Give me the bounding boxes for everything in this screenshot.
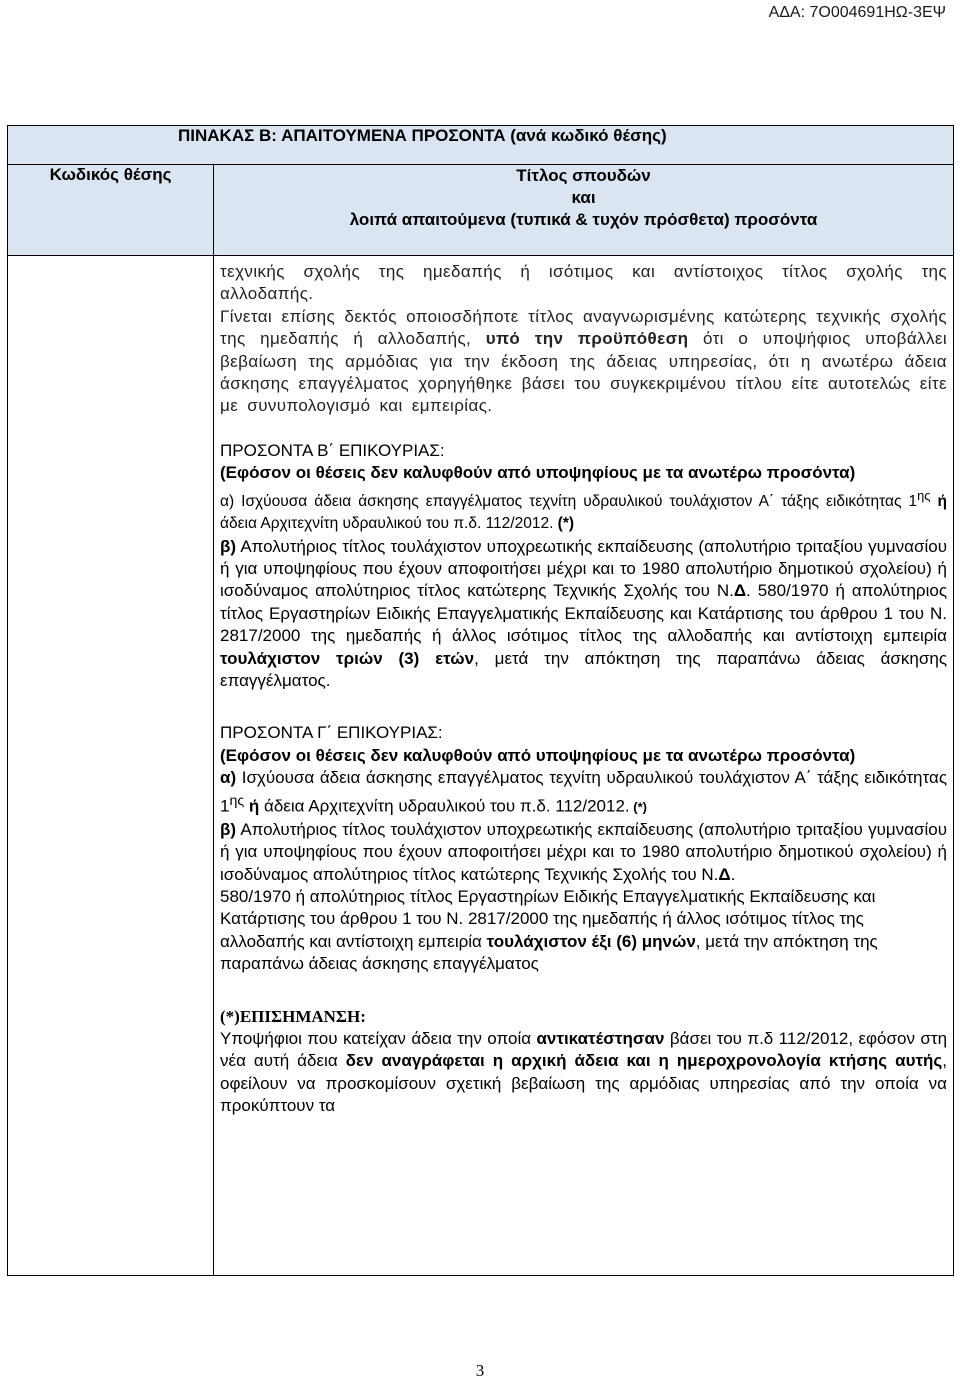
emphasis: υπό την προϋπόθεση [485,329,689,349]
column-header-title-line2: και [571,188,596,207]
section-b-heading: ΠΡΟΣΟΝΤΑ Β΄ ΕΠΙΚΟΥΡΙΑΣ: [220,440,445,460]
table-title: ΠΙΝΑΚΑΣ Β: ΑΠΑΙΤΟΥΜΕΝΑ ΠΡΟΣΟΝΤΑ (ανά κωδικό θέσης) [178,126,667,145]
requirements-cell [214,256,954,1276]
superscript: ης [917,487,931,503]
requirements-table [7,125,954,1276]
paragraph-recognized-title [220,306,947,418]
page-number: 3 [475,1361,485,1380]
column-header-code: Κωδικός θέσης [49,165,172,184]
code-cell [8,256,214,1276]
section-c-item-b: β) Απολυτήριος τίτλος τουλάχιστον υποχρεωτικής εκπαίδευσης (απολυτήριο τριταξίου γυμνασίου ή για υποψηφίους που έχουν αποφοιτήσει μέχρι και το 1980 απολυτήριο δημοτικού σχολείου) ή ισοδύναμος απολύτηριος τίτλος κατώτερης Τεχνικής Σχολής του Ν.Δ. [220,819,948,884]
section-b-subheading: (Εφόσον οι θέσεις δεν καλυφθούν από υποψηφίους με τα ανωτέρω προσόντα) [220,463,856,483]
superscript: ης [229,792,245,809]
section-c-item-b-cont: 580/1970 ή απολύτηριος τίτλος Εργαστηρίων Ειδικής Επαγγελματικής Εκπαίδευσης και Κατάρτισης του άρθρου 1 του Ν. 2817/2000 της ημεδαπής ή άλλος ισότιμος τίτλος της αλλοδαπής και αντίστοιχη εμπειρία τουλάχιστον έξι (6) μηνών, μετά την απόκτηση της παραπάνω άδειας άσκησης επαγγέλματος [220,886,878,974]
section-c-item-a: α) Ισχύουσα άδεια άσκησης επαγγέλματος τεχνίτη υδραυλικού τουλάχιστον Α΄ τάξης ειδικότητας $1^{\eta\varsigma}$ ή άδεια Αρχιτεχνίτη υδραυλικού του π.δ. 112/2012. (*) [220,768,948,816]
column-header-title-line3: λοιπά απαιτούμενα (τυπικά & τυχόν πρόσθετα) προσόντα [349,210,818,229]
note-text: Υποψήφιοι που κατείχαν άδεια την οποία αντικατέστησαν βάσει του π.δ 112/2012, εφόσον στη νέα αυτή άδεια δεν αναγράφεται η αρχική άδεια και η ημεροχρονολογία κτήσης αυτής, οφείλουν να προσκομίσουν σχετική βεβαίωση της αρμόδιας υπηρεσίας από την οποία να προκύπτουν τα [220,1029,948,1116]
table-row [8,256,954,1276]
section-b-item-b: β) Απολυτήριος τίτλος τουλάχιστον υποχρεωτικής εκπαίδευσης (απολυτήριο τριταξίου γυμνασίου ή για υποψηφίους που έχουν αποφοιτήσει μέχρι και το 1980 απολυτήριο δημοτικού σχολείου) ή ισοδύναμος απολύτηριος τίτλος κατώτερης Τεχνικής Σχολής του Ν.Δ. 580/1970 ή απολύτηριος τίτλος Εργαστηρίων Ειδικής Επαγγελματικής Εκπαίδευσης και Κατάρτισης του άρθρου 1 του Ν. 2817/2000 της ημεδαπής ή άλλος ισότιμος τίτλος της αλλοδαπής και αντίστοιχη εμπειρία τουλάχιστον τριών (3) ετών, μετά την απόκτηση της παραπάνω άδειας άσκησης επαγγέλματος. [220,536,948,691]
section-c-heading: ΠΡΟΣΟΝΤΑ Γ΄ ΕΠΙΚΟΥΡΙΑΣ: [220,723,443,743]
text: Γίνεται επίσης δεκτός οποιοσδήποτε τίτλος αναγνωρισμένης κατώτερης τεχνικής σχολής της ημεδαπής ή αλλοδαπής, [220,306,948,349]
section-b-item-a: α) Ισχύουσα άδεια άσκησης επαγγέλματος τεχνίτη υδραυλικού τουλάχιστον Α΄ τάξης ειδικότητας $1^{\eta\varsigma}$ ή άδεια Αρχιτεχνίτη υδραυλικού του π.δ. 112/2012. (*) [220,487,948,533]
ada-code: ΑΔΑ: 7Ο004691ΗΩ-3ΕΨ [768,4,946,21]
text: ότι ο υποψήφιος υποβάλλει βεβαίωση της αρμόδιας για την έκδοση της άδειας υπηρεσίας, ότι η ανωτέρω άδεια άσκησης επαγγέλματος χορηγήθηκε βάσει του συγκεκριμένου τίτλου είτε αυτοτελώς είτε με συνυπολογισμό και εμπειρίας. [220,329,948,416]
note-heading: (*)ΕΠΙΣΗΜΑΝΣΗ: [220,1006,366,1026]
table-title-row [8,126,954,165]
paragraph-school-title: τεχνικής σχολής της ημεδαπής ή ισότιμος και αντίστοιχος τίτλος σχολής της αλλοδαπής. [220,262,948,304]
section-c-subheading: (Εφόσον οι θέσεις δεν καλυφθούν από υποψηφίους με τα ανωτέρω προσόντα) [220,745,856,765]
column-header-title [214,165,953,231]
column-header-title-line1: Τίτλος σπουδών [516,166,651,185]
table-header-row [8,165,954,256]
